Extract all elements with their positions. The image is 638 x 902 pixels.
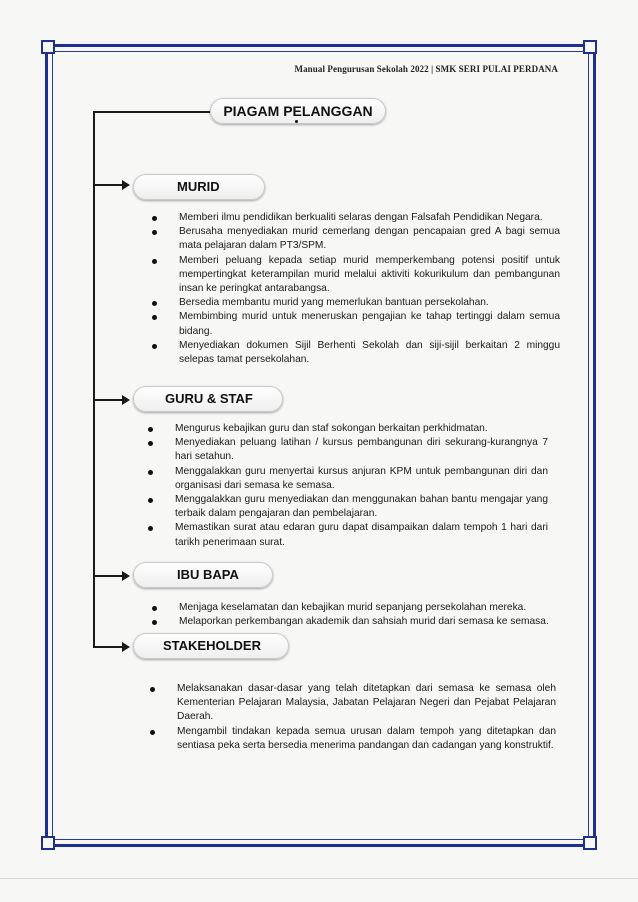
guru-staf-list: [148, 422, 548, 550]
list-item-text: Menggalakkan guru menyertai kursus anjuran KPM untuk pembangunan diri dan organisasi dari semasa ke semasa.: [175, 465, 548, 491]
section-heading-stakeholder: [133, 633, 289, 659]
bullet: [148, 470, 153, 475]
border-corner-top-right: [583, 40, 597, 54]
flow-line-murid: [93, 184, 123, 186]
list-item: [150, 682, 556, 725]
list-item: [152, 225, 560, 253]
list-item: [148, 465, 548, 493]
list-item: [152, 296, 560, 310]
list-item: [148, 493, 548, 521]
section-heading-guru-staf: [133, 386, 283, 412]
murid-list: [152, 211, 560, 367]
arrow-guru: [122, 395, 130, 405]
list-item: [148, 521, 548, 549]
flow-line-stakeholder: [93, 646, 123, 648]
bullet: [148, 427, 153, 432]
bullet: [152, 315, 157, 320]
list-item-text: Mengurus kebajikan guru dan staf sokongan berkaitan perkhidmatan.: [175, 423, 488, 434]
flow-line-ibubapa: [93, 575, 123, 577]
bullet: [152, 301, 157, 306]
list-item: [152, 615, 562, 629]
bullet: [148, 441, 153, 446]
border-corner-top-left: [41, 40, 55, 54]
list-item-text: Memberi ilmu pendidikan berkualiti selaras dengan Falsafah Pendidikan Negara.: [179, 212, 543, 223]
bullet: [150, 730, 155, 735]
list-item: [148, 436, 548, 464]
ibu-bapa-list: [152, 601, 562, 629]
section-heading-murid-text: MURID: [177, 179, 220, 194]
bullet: [152, 230, 157, 235]
arrow-ibubapa: [122, 571, 130, 581]
bullet: [152, 606, 157, 611]
section-heading-stakeholder-text: STAKEHOLDER: [163, 638, 261, 653]
section-heading-ibu-bapa-text: IBU BAPA: [177, 567, 239, 582]
border-corner-bottom-left: [41, 836, 55, 850]
arrow-murid: [122, 180, 130, 190]
stakeholder-list: [150, 682, 556, 753]
list-item-text: Memberi peluang kepada setiap murid memperkembang potensi positif untuk mempertingkat keterampilan murid melalui aktiviti kokurikulum dan pembangunan insan ke peringkat antarabangsa.: [179, 254, 560, 295]
arrow-stakeholder: [122, 642, 130, 652]
bullet: [150, 687, 155, 692]
bullet: [152, 216, 157, 221]
list-item-text: Menyediakan peluang latihan / kursus pembangunan diri sekurang-kurangnya 7 hari setahun.: [175, 437, 548, 463]
bullet: [148, 498, 153, 503]
list-item: [152, 339, 560, 367]
list-item-text: Berusaha menyediakan murid cemerlang dengan pencapaian gred A bagi semua mata pelajaran dalam PT3/SPM.: [179, 226, 560, 252]
list-item: [152, 211, 560, 225]
bullet: [152, 259, 157, 264]
page-header: Manual Pengurusan Sekolah 2022 | SMK SERI PULAI PERDANA: [294, 64, 558, 74]
flow-line-title: [93, 111, 215, 113]
list-item: [148, 422, 548, 436]
list-item-text: Melaporkan perkembangan akademik dan sahsiah murid dari semasa ke semasa.: [179, 616, 549, 628]
title-dot: [295, 120, 298, 123]
page-title-text: PIAGAM PELANGGAN: [223, 103, 373, 119]
list-item: [152, 310, 560, 338]
list-item: [152, 601, 562, 615]
section-heading-ibu-bapa: [133, 562, 273, 588]
bullet: [152, 344, 157, 349]
border-corner-bottom-right: [583, 836, 597, 850]
list-item: [150, 725, 556, 753]
list-item-text: Memastikan surat atau edaran guru dapat disampaikan dalam tempoh 1 hari dari tarikh penerimaan surat.: [175, 522, 548, 548]
page-title: [210, 98, 386, 124]
flow-line-guru: [93, 399, 123, 401]
scan-edge-line: [0, 878, 638, 879]
list-item-text: Menyediakan dokumen Sijil Berhenti Sekolah dan siji-sijil berkaitan 2 minggu selepas tamat persekolahan.: [179, 339, 560, 366]
list-item-text: Membimbing murid untuk meneruskan pengajian ke tahap tertinggi dalam semua bidang.: [179, 311, 560, 337]
bullet: [148, 526, 153, 531]
list-item: [152, 254, 560, 297]
list-item-text: Menjaga keselamatan dan kebajikan murid sepanjang persekolahan mereka.: [179, 602, 527, 613]
flow-vertical-line: [93, 111, 95, 647]
list-item-text: Menggalakkan guru menyediakan dan menggunakan bahan bantu mengajar yang terbaik dalam pengajaran dan pembelajaran.: [175, 494, 548, 520]
section-heading-murid: [133, 174, 265, 200]
bullet: [152, 620, 157, 625]
list-item-text: Melaksanakan dasar-dasar yang telah ditetapkan dari semasa ke semasa oleh Kementerian Pelajaran Malaysia, Jabatan Pelajaran Negeri dan Pejabat Pelajaran Daerah.: [177, 683, 556, 723]
section-heading-guru-staf-text: GURU & STAF: [165, 391, 253, 406]
list-item-text: Mengambil tindakan kepada semua urusan dalam tempoh yang ditetapkan dan sentiasa peka serta bersedia menerima pandangan dan cadangan yang konstruktif.: [177, 725, 556, 751]
list-item-text: Bersedia membantu murid yang memerlukan bantuan persekolahan.: [179, 297, 489, 309]
